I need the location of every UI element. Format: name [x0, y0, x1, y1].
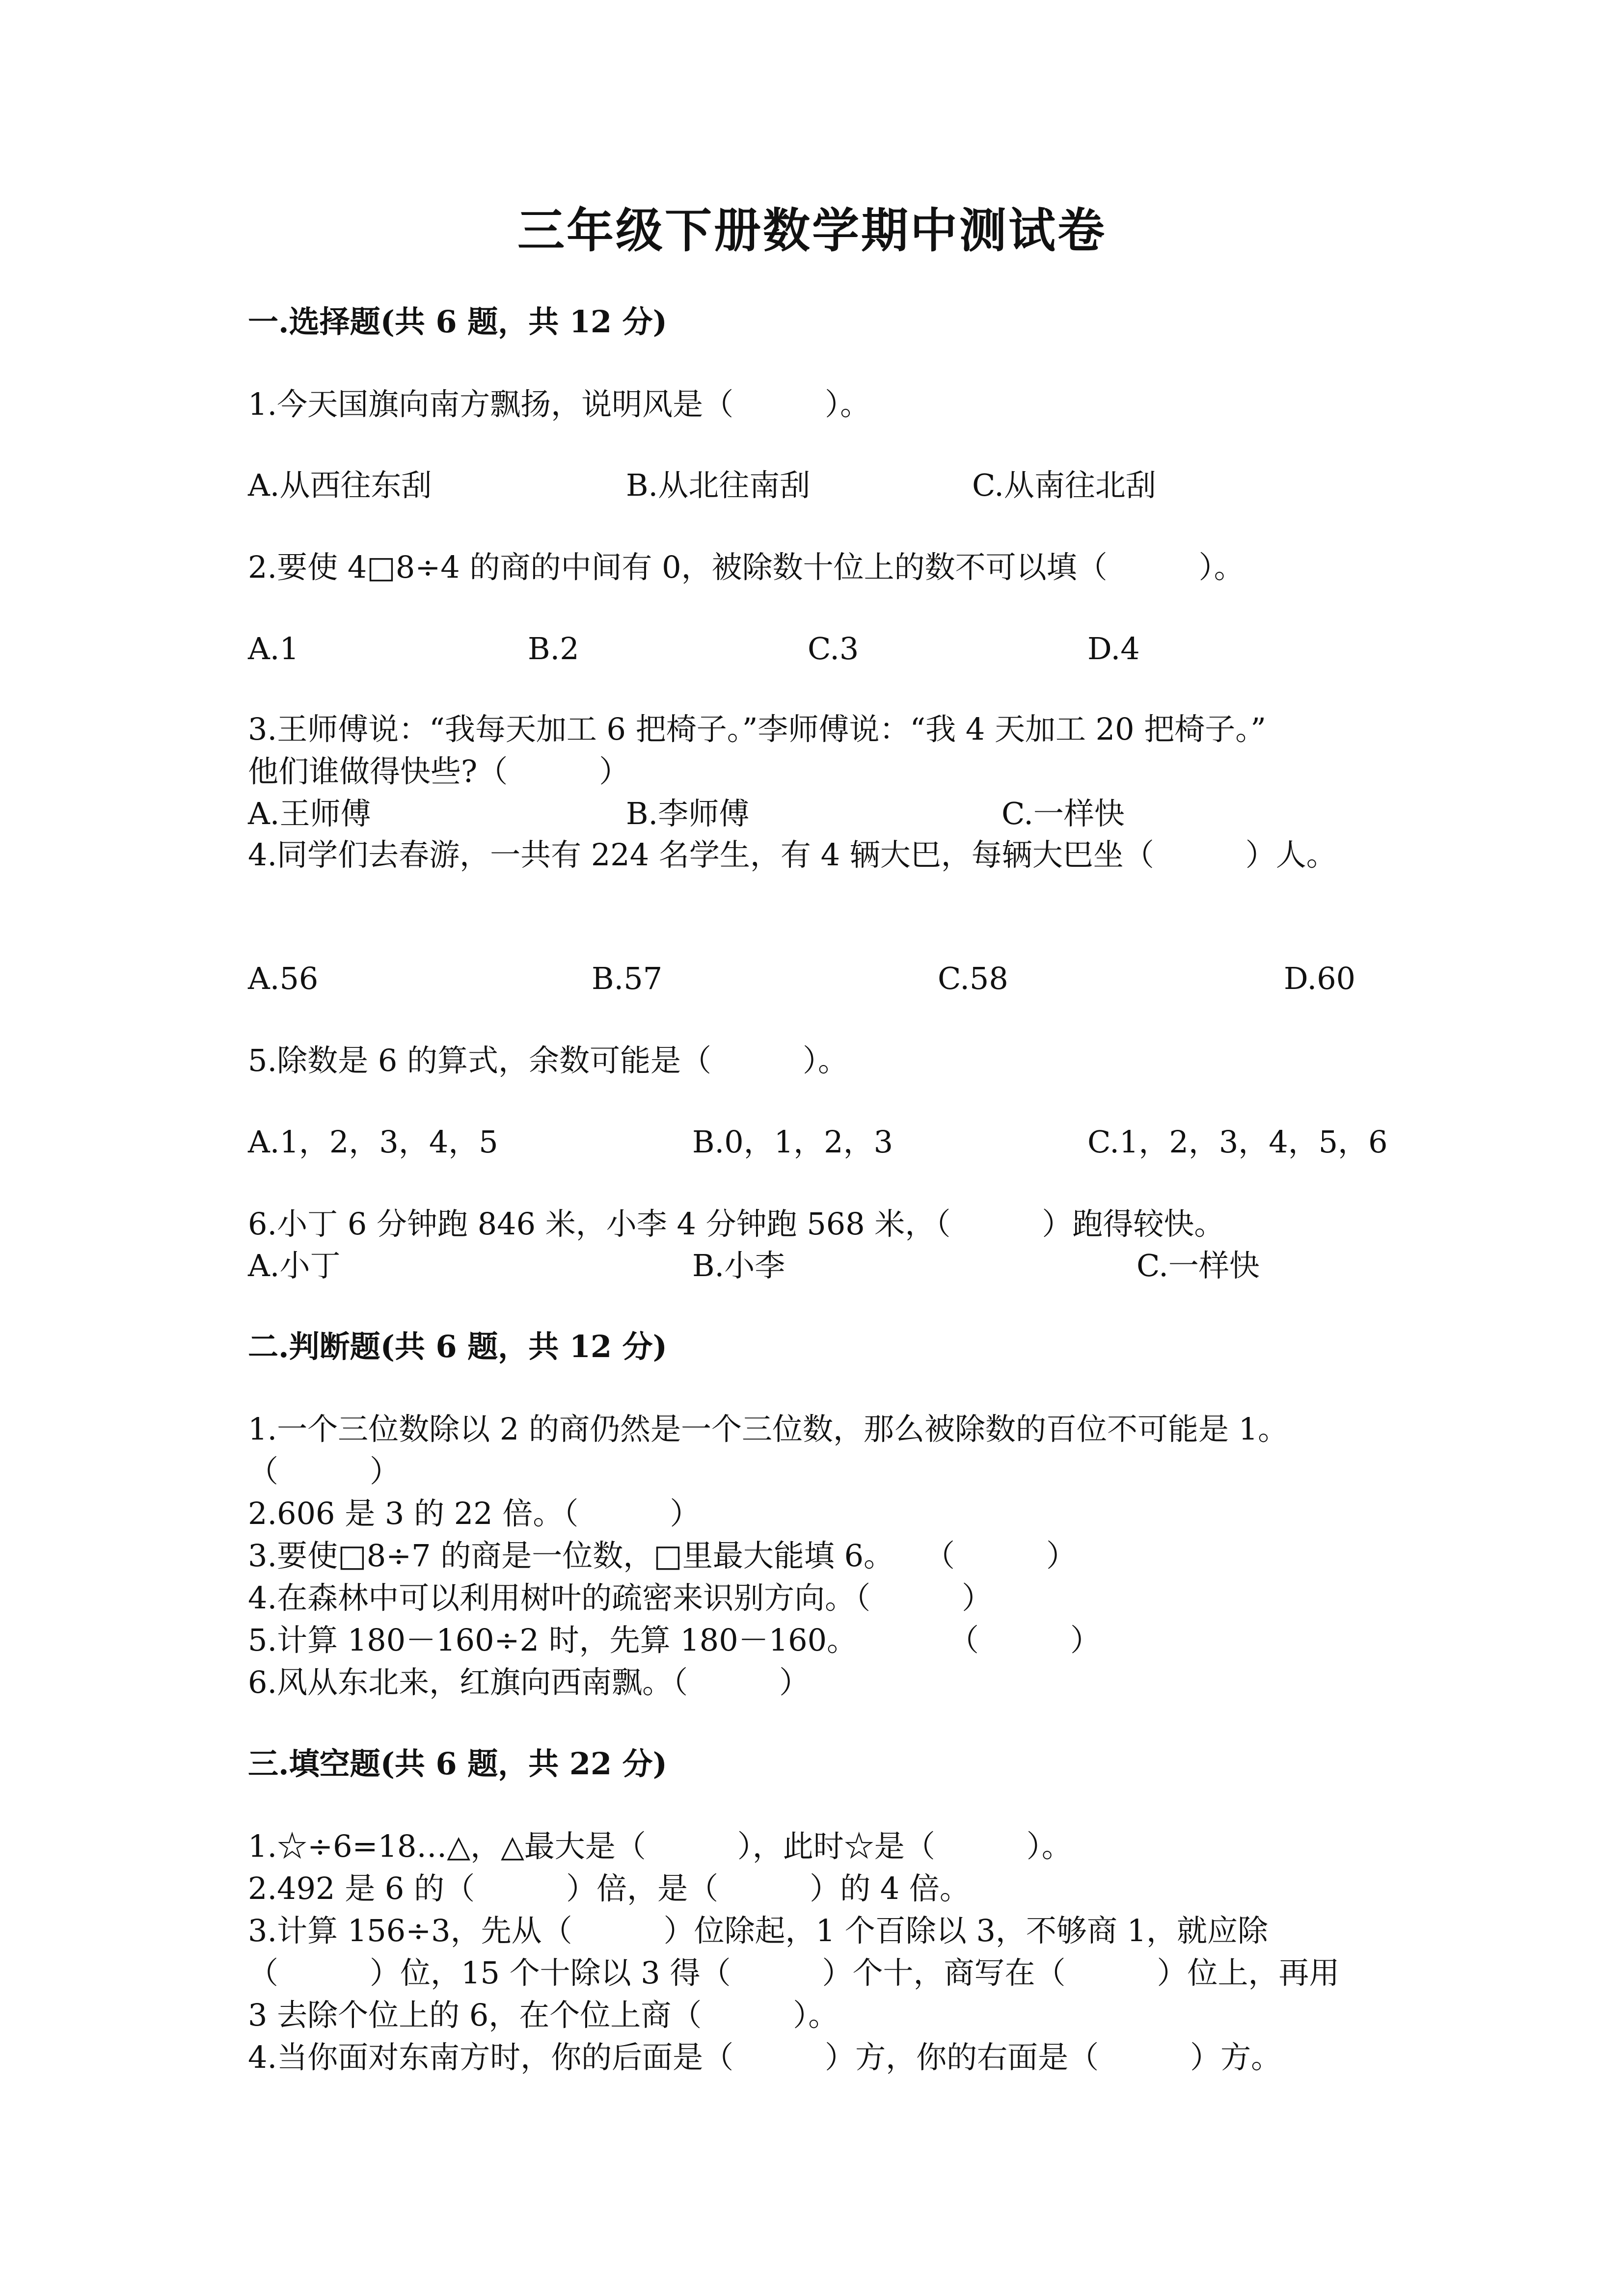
option-c: C.1，2，3，4，5，6 — [1087, 1124, 1388, 1160]
option-a: A.1 — [248, 631, 299, 667]
option-b: B.2 — [528, 631, 579, 667]
option-a: A.王师傅 — [248, 796, 371, 831]
question-text: 2.要使 4□8÷4 的商的中间有 0，被除数十位上的数不可以填（ ）。 — [248, 549, 1245, 585]
option-d: D.4 — [1087, 631, 1140, 667]
judgement-item: 3.要使□8÷7 的商是一位数，□里最大能填 6。 （ ） — [248, 1538, 1077, 1574]
question-text: 他们谁做得快些?（ ） — [248, 753, 630, 789]
question-text: 1.今天国旗向南方飘扬，说明风是（ ）。 — [248, 386, 871, 422]
option-a: A.小丁 — [248, 1248, 341, 1283]
section-heading-choice: 一.选择题(共 6 题，共 12 分) — [248, 304, 668, 340]
option-b: B.57 — [592, 961, 663, 996]
section-heading-fill-blank: 三.填空题(共 6 题，共 22 分) — [248, 1746, 668, 1782]
option-c: C.一样快 — [1137, 1248, 1260, 1283]
fill-item: 3 去除个位上的 6，在个位上商（ ）。 — [248, 1997, 839, 2033]
judgement-item: 6.风从东北来，红旗向西南飘。（ ） — [248, 1664, 810, 1700]
question-text: 4.同学们去春游，一共有 224 名学生，有 4 辆大巴，每辆大巴坐（ ）人。 — [248, 837, 1337, 873]
option-c: C.3 — [808, 631, 859, 667]
judgement-item: （ ） — [248, 1453, 401, 1489]
option-b: B.李师傅 — [626, 796, 750, 831]
fill-item: 2.492 是 6 的（ ）倍，是（ ）的 4 倍。 — [248, 1870, 970, 1906]
page-title: 三年级下册数学期中测试卷 — [517, 203, 1107, 258]
fill-item: 3.计算 156÷3，先从（ ）位除起，1 个百除以 3，不够商 1，就应除 — [248, 1913, 1269, 1949]
option-a: A.从西往东刮 — [248, 467, 432, 503]
judgement-item: 1.一个三位数除以 2 的商仍然是一个三位数，那么被除数的百位不可能是 1。 — [248, 1411, 1289, 1447]
question-text: 5.除数是 6 的算式，余数可能是（ ）。 — [248, 1042, 849, 1078]
option-c: C.从南往北刮 — [972, 467, 1156, 503]
question-text: 3.王师傅说：“我每天加工 6 把椅子。”李师傅说：“我 4 天加工 20 把椅子。” — [248, 711, 1266, 747]
option-c: C.一样快 — [1001, 796, 1125, 831]
section-heading-judgement: 二.判断题(共 6 题，共 12 分) — [248, 1329, 668, 1364]
option-c: C.58 — [938, 961, 1008, 996]
option-b: B.从北往南刮 — [626, 467, 811, 503]
judgement-item: 2.606 是 3 的 22 倍。（ ） — [248, 1495, 701, 1531]
option-a: A.1，2，3，4，5 — [248, 1124, 498, 1160]
option-b: B.0，1，2，3 — [692, 1124, 893, 1160]
option-a: A.56 — [248, 961, 319, 996]
option-d: D.60 — [1284, 961, 1356, 996]
judgement-item: 5.计算 180－160÷2 时，先算 180－160。 （ ） — [248, 1622, 1101, 1658]
judgement-item: 4.在森林中可以利用树叶的疏密来识别方向。（ ） — [248, 1580, 993, 1616]
question-text: 6.小丁 6 分钟跑 846 米，小李 4 分钟跑 568 米，（ ）跑得较快。 — [248, 1206, 1225, 1242]
option-b: B.小李 — [692, 1248, 785, 1283]
fill-item: 1.☆÷6=18…△，△最大是（ ），此时☆是（ ）。 — [248, 1828, 1072, 1864]
fill-item: （ ）位，15 个十除以 3 得（ ）个十，商写在（ ）位上，再用 — [248, 1955, 1340, 1991]
fill-item: 4.当你面对东南方时，你的后面是（ ）方，你的右面是（ ）方。 — [248, 2039, 1282, 2075]
